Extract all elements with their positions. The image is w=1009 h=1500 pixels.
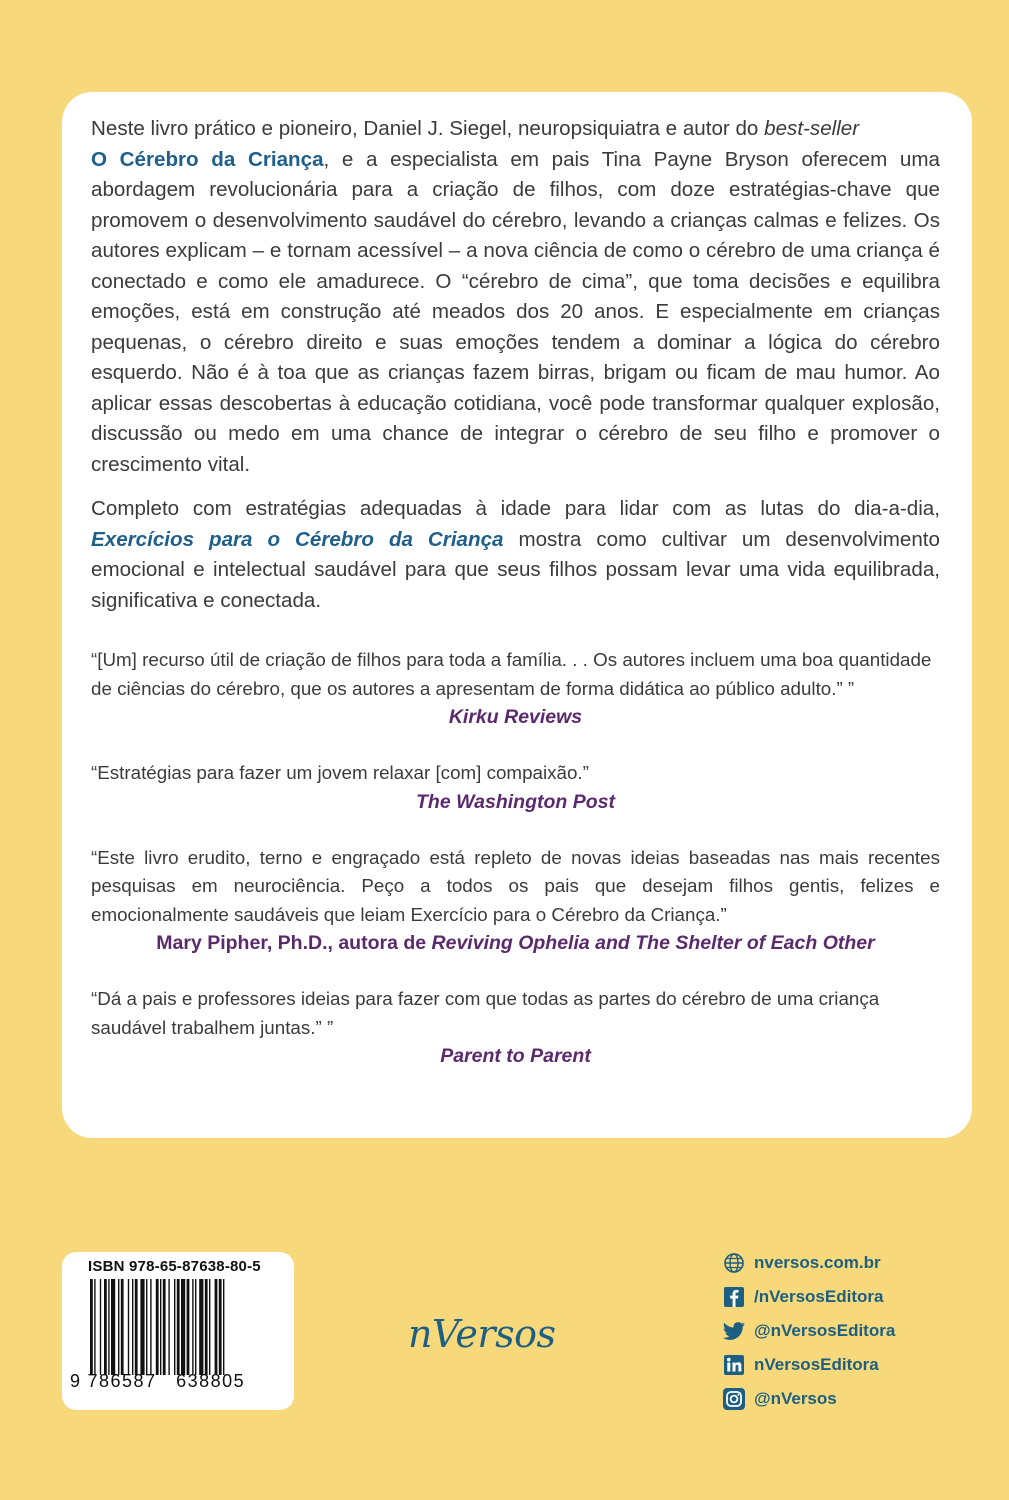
contact-label: @nVersosEditora [754, 1321, 896, 1340]
quote-text: “Este livro erudito, terno e engraçado está repleto de novas ideias baseadas nas mais recentes pesquisas em neurociência. Peço a todos os pais que desejam filhos gentis, felizes e emocionalmente saudáveis que leiam Exercício para o Cérebro da Criança.” [91, 846, 940, 925]
contact-linkedin[interactable] [722, 1348, 895, 1382]
twitter-icon [722, 1319, 746, 1343]
review-quote-1 [91, 646, 940, 731]
isbn-barcode [62, 1252, 294, 1410]
quote-text: “[Um] recurso útil de criação de filhos para toda a família. . . Os autores incluem uma boa quantidade de ciências do cérebro, que os autores a apresentam de forma didática ao público adulto.” ” [91, 649, 932, 699]
instagram-icon [722, 1387, 746, 1411]
review-quote-3 [91, 844, 940, 958]
globe-icon [722, 1251, 746, 1275]
linkedin-icon [722, 1353, 746, 1377]
contact-label: /nVersosEditora [754, 1287, 884, 1306]
barcode-digits [70, 1371, 276, 1392]
barcode-bars [88, 1279, 278, 1375]
contact-label: nVersosEditora [754, 1355, 879, 1374]
review-quote-2 [91, 759, 940, 816]
quote-text: “Estratégias para fazer um jovem relaxar [com] compaixão.” [91, 762, 589, 783]
contact-label: nversos.com.br [754, 1253, 881, 1272]
book-title-reference: O Cérebro da Criança [91, 147, 324, 171]
quote-source-works: Reviving Ophelia and The Shelter of Each Other [431, 932, 875, 954]
intro-text-continued: , e a especialista em pais Tina Payne Bryson oferecem uma abordagem revolucionária para a criação de filhos, com doze estratégias-chave que promovem o desenvolvimento saudável do cérebro, levando a crianças calmas e felizes. Os autores explicam – e tornam acessível – a nova ciência de como o cérebro de uma criança é conectado e como ele amadurece. O “cérebro de cima”, que toma decisões e equilibra emoções, está em construção até meados dos 20 anos. E especialmente em crianças pequenas, o cérebro direito e suas emoções tendem a dominar a lógica do cérebro esquerdo. Não é à toa que as crianças fazem birras, brigam ou ficam de mau humor. Ao aplicar essas descobertas à educação cotidiana, você pode transformar qualquer explosão, discussão ou medo em uma chance de integrar o cérebro de seu filho e promover o crescimento vital. [91, 147, 940, 476]
barcode-digits-right: 638805 [176, 1371, 246, 1391]
book-title: Exercícios para o Cérebro da Criança [91, 527, 504, 551]
facebook-icon [722, 1285, 746, 1309]
contact-label: @nVersos [754, 1389, 837, 1408]
intro-text: Neste livro prático e pioneiro, Daniel J. Siegel, neuropsiquiatra e autor do [91, 117, 765, 140]
quote-source: The Washington Post [416, 790, 615, 813]
contact-twitter[interactable] [722, 1314, 895, 1348]
quote-source [91, 929, 940, 957]
intro-text: Completo com estratégias adequadas à idade para lidar com as lutas do dia-a-dia, [91, 497, 940, 520]
barcode-digit-first: 9 [70, 1371, 82, 1391]
publisher-contacts [722, 1246, 895, 1416]
publisher-logo: nVersos [408, 1312, 556, 1356]
back-cover-text-card [62, 92, 972, 1138]
quote-source: Parent to Parent [440, 1045, 591, 1067]
contact-website[interactable] [722, 1246, 895, 1280]
contact-facebook[interactable] [722, 1280, 895, 1314]
quote-source: Kirku Reviews [448, 706, 583, 728]
intro-text-continued: mostra como cultivar um desenvolvimento emocional e intelectual saudável para que seus filhos possam levar uma vida equilibrada, significativa e conectada. [91, 527, 940, 612]
review-quote-4 [91, 985, 940, 1070]
contact-instagram[interactable] [722, 1382, 895, 1416]
intro-paragraph-2 [91, 494, 940, 616]
intro-paragraph-1 [91, 114, 940, 480]
barcode-digits-left: 786587 [87, 1371, 157, 1391]
bestseller-term: best-seller [764, 117, 860, 140]
isbn-number: ISBN 978-65-87638-80-5 [88, 1258, 261, 1275]
quote-text: “Dá a pais e professores ideias para fazer com que todas as partes do cérebro de uma criança saudável trabalhem juntas.” ” [91, 988, 880, 1038]
quote-source-author: Mary Pipher, Ph.D., autora de [156, 932, 432, 954]
